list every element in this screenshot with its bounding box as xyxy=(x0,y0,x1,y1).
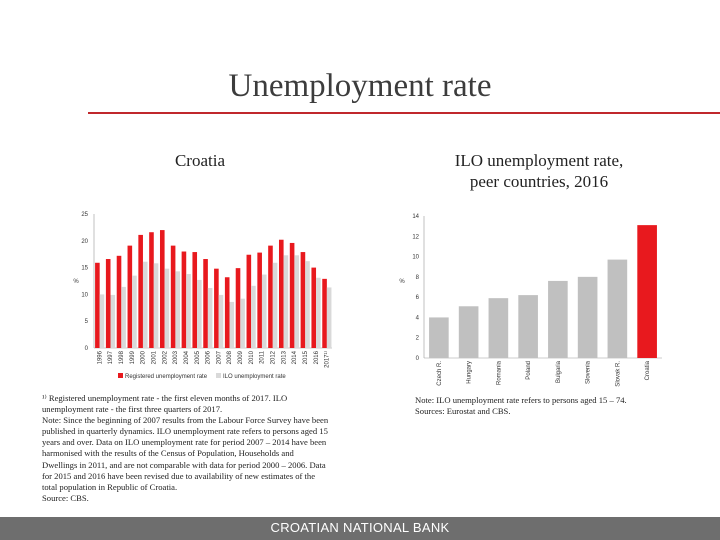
x-tick-label: 2000 xyxy=(140,351,147,365)
x-tick-label: 2005 xyxy=(194,351,201,365)
x-tick-label: Croatia xyxy=(645,361,652,381)
y-tick-label: 6 xyxy=(415,295,419,302)
ilo-rate-bar xyxy=(165,269,170,348)
x-tick-label: Hungary xyxy=(466,361,473,384)
x-tick-label: 1998 xyxy=(119,351,126,365)
footer-bar xyxy=(0,517,720,540)
registered-rate-bar xyxy=(106,259,111,348)
y-tick-label: 10 xyxy=(412,254,419,261)
registered-rate-bar xyxy=(279,240,284,348)
legend-swatch-registered xyxy=(118,373,123,378)
left-chart-subtitle: Croatia xyxy=(174,151,226,170)
registered-rate-bar xyxy=(171,246,176,348)
x-tick-label: Romania xyxy=(496,361,503,386)
registered-rate-bar xyxy=(247,255,252,348)
registered-rate-bar xyxy=(214,269,219,348)
peer-country-bar xyxy=(489,298,509,358)
registered-rate-bar xyxy=(236,268,241,348)
right-chart-subtitle xyxy=(404,150,674,192)
note-line: ¹⁾ Registered unemployment rate - the first eleven months of 2017. ILO xyxy=(42,393,288,403)
ilo-rate-bar xyxy=(121,287,126,348)
right-chart-note xyxy=(415,395,705,417)
peer-country-bar xyxy=(608,260,628,358)
ilo-rate-bar xyxy=(143,262,148,348)
ilo-rate-bar xyxy=(186,274,191,348)
y-tick-label: 25 xyxy=(81,212,88,218)
ilo-rate-bar xyxy=(240,299,245,348)
right-subtitle-line1: ILO unemployment rate, xyxy=(454,151,624,170)
registered-rate-bar xyxy=(149,232,154,348)
note-line: Dwellings in 2011, and are not comparable with data for period 2000 – 2006. Data xyxy=(42,459,326,470)
right-subtitle-line2: peer countries, 2016 xyxy=(469,172,609,191)
y-tick-label: 5 xyxy=(84,319,88,326)
x-tick-label: 2009 xyxy=(238,351,245,365)
note-line: Note: ILO unemployment rate refers to persons aged 15 – 74. xyxy=(415,395,627,405)
registered-rate-bar xyxy=(128,246,133,348)
y-axis-label: % xyxy=(399,279,405,285)
x-tick-label: 2012 xyxy=(270,351,277,365)
peer-country-bar xyxy=(578,277,598,358)
registered-rate-bar xyxy=(95,263,100,348)
ilo-rate-bar xyxy=(219,295,224,348)
title-divider xyxy=(88,112,720,114)
y-tick-label: 2 xyxy=(415,335,419,342)
note-line: for 2015 and 2016 have been revised due to availability of new estimates of the xyxy=(42,470,316,481)
legend-label-registered: Registered unemployment rate xyxy=(125,374,208,380)
y-tick-label: 0 xyxy=(415,356,419,362)
x-tick-label: 2016 xyxy=(313,351,320,365)
registered-rate-bar xyxy=(182,252,187,348)
y-tick-label: 0 xyxy=(84,346,88,352)
ilo-rate-bar xyxy=(110,295,115,348)
registered-rate-bar xyxy=(203,259,208,348)
registered-rate-bar xyxy=(225,277,230,348)
y-tick-label: 12 xyxy=(412,234,419,241)
x-tick-label: 1996 xyxy=(97,351,104,365)
footer-brand: CROATIAN NATIONAL BANK xyxy=(270,520,450,535)
registered-rate-bar xyxy=(192,252,197,348)
x-tick-label: 2002 xyxy=(162,351,169,365)
x-tick-label: 2004 xyxy=(183,351,190,365)
y-tick-label: 10 xyxy=(81,292,88,299)
y-tick-label: 8 xyxy=(415,274,419,281)
note-line: harmonised with the results of the Census of Population, Households and xyxy=(42,448,294,459)
y-tick-label: 15 xyxy=(81,265,88,272)
registered-rate-bar xyxy=(268,246,273,348)
peer-country-bar xyxy=(429,317,449,358)
y-tick-label: 20 xyxy=(81,238,88,245)
note-line: Note: Since the beginning of 2007 results from the Labour Force Survey have been xyxy=(42,415,329,426)
ilo-rate-bar xyxy=(294,255,299,348)
legend-label-ilo: ILO unemployment rate xyxy=(223,374,286,380)
registered-rate-bar xyxy=(160,230,165,348)
registered-rate-bar xyxy=(311,268,316,348)
x-tick-label: 2017¹⁾ xyxy=(324,351,331,368)
note-line: total population in Republic of Croatia. xyxy=(42,481,178,492)
peer-country-bar xyxy=(518,295,538,358)
x-tick-label: Bulgaria xyxy=(555,361,562,384)
ilo-rate-bar xyxy=(229,302,234,348)
x-tick-label: Slovenia xyxy=(585,361,592,385)
ilo-rate-bar xyxy=(327,287,332,348)
ilo-rate-bar xyxy=(208,288,213,348)
ilo-rate-bar xyxy=(197,280,202,348)
x-tick-label: 2011 xyxy=(259,351,266,364)
registered-rate-bar xyxy=(322,279,327,348)
note-line: Sources: Eurostat and CBS. xyxy=(415,406,511,417)
ilo-rate-bar xyxy=(175,271,180,348)
ilo-rate-bar xyxy=(132,276,137,348)
ilo-rate-bar xyxy=(305,261,310,348)
x-tick-label: 2007 xyxy=(216,351,223,365)
x-tick-label: 1999 xyxy=(129,351,136,365)
x-tick-label: Slovak R. xyxy=(615,361,622,387)
ilo-rate-bar xyxy=(316,278,321,348)
x-tick-label: 2014 xyxy=(292,351,299,365)
x-tick-label: 2008 xyxy=(227,351,234,365)
croatia-bar xyxy=(637,225,657,358)
y-tick-label: 14 xyxy=(412,214,419,220)
note-line: Source: CBS. xyxy=(42,492,89,503)
x-tick-label: 1997 xyxy=(108,351,115,365)
x-tick-label: 2015 xyxy=(302,351,309,365)
legend-swatch-ilo xyxy=(216,373,221,378)
left-chart-note xyxy=(42,393,404,504)
peer-country-bar xyxy=(548,281,568,358)
peer-countries-chart xyxy=(392,208,670,388)
registered-rate-bar xyxy=(117,256,122,348)
ilo-rate-bar xyxy=(154,263,159,348)
ilo-rate-bar xyxy=(100,294,105,348)
croatia-unemployment-chart xyxy=(66,206,338,388)
ilo-rate-bar xyxy=(284,255,289,348)
ilo-rate-bar xyxy=(273,263,278,348)
registered-rate-bar xyxy=(138,235,143,348)
page-title: Unemployment rate xyxy=(228,68,492,104)
x-tick-label: 2006 xyxy=(205,351,212,365)
x-tick-label: Poland xyxy=(526,361,533,380)
note-line: published in quarterly dynamics. ILO unemployment rate refers to persons aged 15 xyxy=(42,426,328,437)
registered-rate-bar xyxy=(301,252,306,348)
peer-country-bar xyxy=(459,306,479,358)
note-line: years and over. Data on ILO unemployment rate for period 2007 – 2014 have been xyxy=(42,437,327,448)
y-axis-label: % xyxy=(73,279,79,285)
note-line: unemployment rate - the first three quarters of 2017. xyxy=(42,404,223,415)
x-tick-label: 2010 xyxy=(248,351,255,365)
x-tick-label: 2001 xyxy=(151,351,158,365)
y-tick-label: 4 xyxy=(415,315,419,322)
ilo-rate-bar xyxy=(251,286,256,348)
x-tick-label: Czech R. xyxy=(436,361,443,386)
x-tick-label: 2013 xyxy=(281,351,288,365)
ilo-rate-bar xyxy=(262,275,267,348)
x-tick-label: 2003 xyxy=(173,351,180,365)
registered-rate-bar xyxy=(257,253,262,348)
registered-rate-bar xyxy=(290,243,295,348)
